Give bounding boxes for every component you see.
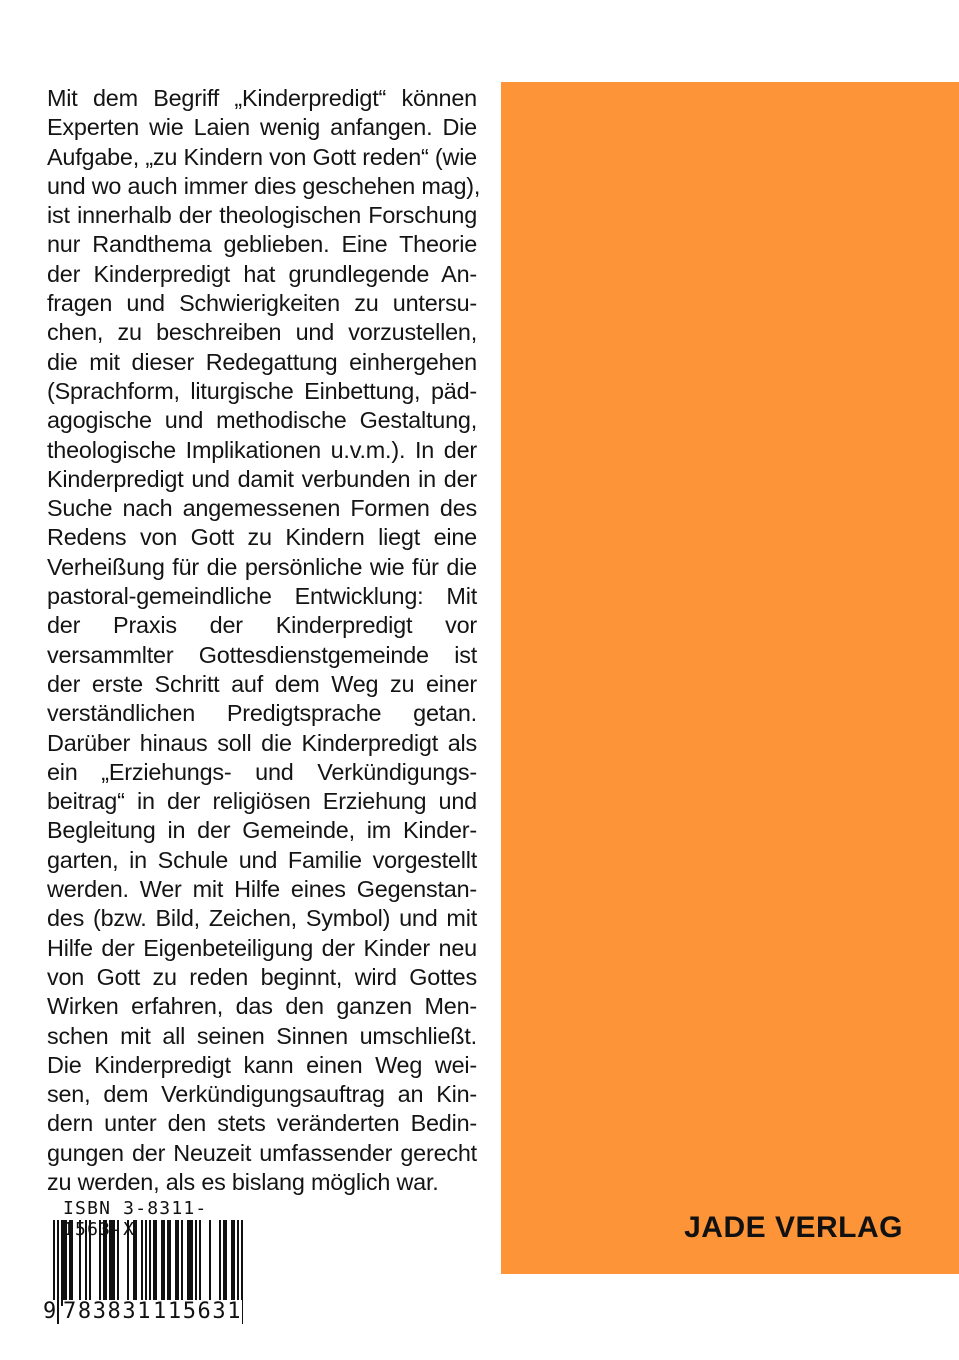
blurb-line: Hilfe der Eigenbeteiligung der Kinder neu [47,934,477,961]
barcode-bar [69,1220,71,1306]
barcode-bar [141,1220,143,1306]
barcode-bar [169,1220,171,1306]
barcode-bar [105,1220,107,1306]
blurb-line: beitrag“ in der religiösen Erziehung und [47,788,477,815]
publisher-name: JADE VERLAG [684,1211,903,1244]
barcode-bar [181,1220,183,1306]
blurb-line: pastoral-gemeindliche Entwicklung: Mit [47,583,477,610]
blurb-line: Begleitung in der Gemeinde, im Kinder- [47,817,477,844]
blurb-line: chen, zu beschreiben und vorzustellen, [47,319,477,346]
barcode-bar [225,1220,227,1306]
barcode-bar [117,1220,119,1306]
blurb-line: Suche nach angemessenen Formen des [47,495,477,522]
blurb-line: von Gott zu reden beginnt, wird Gottes [47,963,477,990]
barcode-bar [209,1220,211,1306]
blurb-line: der erste Schritt auf dem Weg zu einer [47,670,477,697]
barcode-bar [133,1220,135,1306]
barcode-bar [177,1220,179,1306]
blurb-line: sen, dem Verkündigungsauftrag an Kin- [47,1081,477,1108]
barcode-bar [163,1220,165,1306]
blurb-line: ein „Erziehungs- und Verkündigungs- [47,758,477,785]
blurb-line: fragen und Schwierigkeiten zu untersu- [47,290,477,317]
barcode-bar [85,1220,87,1306]
barcode-bar [79,1220,81,1306]
barcode-bar [111,1220,113,1306]
barcode-bar [109,1220,111,1306]
back-cover-blurb [47,84,481,1197]
barcode-bar [161,1220,163,1306]
barcode-bar [135,1220,137,1306]
barcode-bar [195,1220,197,1306]
blurb-line: Darüber hinaus soll die Kinderpredigt als [47,729,477,756]
barcode-bar [113,1220,115,1306]
blurb-line: gungen der Neuzeit umfassender gerecht [47,1139,477,1166]
barcode-bar [65,1220,67,1306]
blurb-line: ist innerhalb der theologischen Forschung [47,202,477,229]
blurb-line: garten, in Schule und Familie vorgestellt [47,846,477,873]
blurb-line: Redens von Gott zu Kindern liegt eine [47,524,477,551]
blurb-line: Kinderpredigt und damit verbunden in der [47,465,477,492]
blurb-line: Experten wie Laien wenig anfangen. Die [47,114,477,141]
blurb-line: Aufgabe, „zu Kindern von Gott reden“ (wie [47,143,477,170]
blurb-line: theologische Implikationen u.v.m.). In der [47,436,477,463]
blurb-line: verständlichen Predigtsprache getan. [47,700,477,727]
blurb-line: dern unter den stets veränderten Bedin- [47,1110,477,1137]
barcode-bar [187,1220,189,1306]
blurb-line: des (bzw. Bild, Zeichen, Symbol) und mit [47,905,477,932]
barcode-bar [103,1220,105,1306]
blurb-line: werden. Wer mit Hilfe eines Gegenstan- [47,876,477,903]
barcode-bar [191,1220,193,1306]
barcode-bar [167,1220,169,1306]
blurb-line: Die Kinderpredigt kann einen Weg wei- [47,1051,477,1078]
blurb-line: der Kinderpredigt hat grundlegende An- [47,260,477,287]
barcode-bar [153,1220,155,1306]
barcode-bar [223,1220,225,1306]
barcode-bar [189,1220,191,1306]
barcode-bar [61,1220,63,1306]
blurb-line: agogische und methodische Gestaltung, [47,407,477,434]
blurb-line: versammlter Gottesdienstgemeinde ist [47,641,477,668]
barcode-bar [199,1220,201,1306]
blurb-line: Mit dem Begriff „Kinderpredigt“ können [47,85,477,111]
barcode-digits-left: 783831 [63,1299,153,1324]
blurb-line: Verheißung für die persönliche wie für die [47,553,477,580]
barcode-bar [175,1220,177,1306]
isbn-label: ISBN 3-8311-156 -X [63,1198,208,1240]
blurb-line: nur Randthema geblieben. Eine Theorie [47,231,477,258]
barcode-bar [89,1220,91,1306]
blurb-line: schen mit all seinen Sinnen umschließt. [47,1022,477,1049]
barcode-bar [63,1220,65,1306]
barcode-bar [233,1220,235,1306]
blurb-line: zu werden, als es bislang möglich war. [47,1168,439,1195]
blurb-line: Wirken erfahren, das den ganzen Men- [47,993,477,1020]
orange-panel [501,82,959,1274]
barcode-bar [155,1220,157,1306]
blurb-line: und wo auch immer dies geschehen mag), [47,172,481,199]
barcode-bar [99,1220,101,1306]
blurb-line: der Praxis der Kinderpredigt vor [47,612,477,639]
blurb-line: die mit dieser Redegattung einhergehen [47,348,477,375]
blurb-line: (Sprachform, liturgische Einbettung, päd- [47,377,477,404]
barcode-bar [219,1220,221,1306]
isbn-barcode [43,1198,247,1328]
barcode-bar [57,1220,59,1324]
barcode-bar [231,1220,233,1306]
barcode-bar [127,1220,129,1306]
barcode-bar [71,1220,73,1306]
barcode-digit-first: 9 [43,1299,57,1324]
barcode-digits-right: 115631 [153,1299,243,1324]
